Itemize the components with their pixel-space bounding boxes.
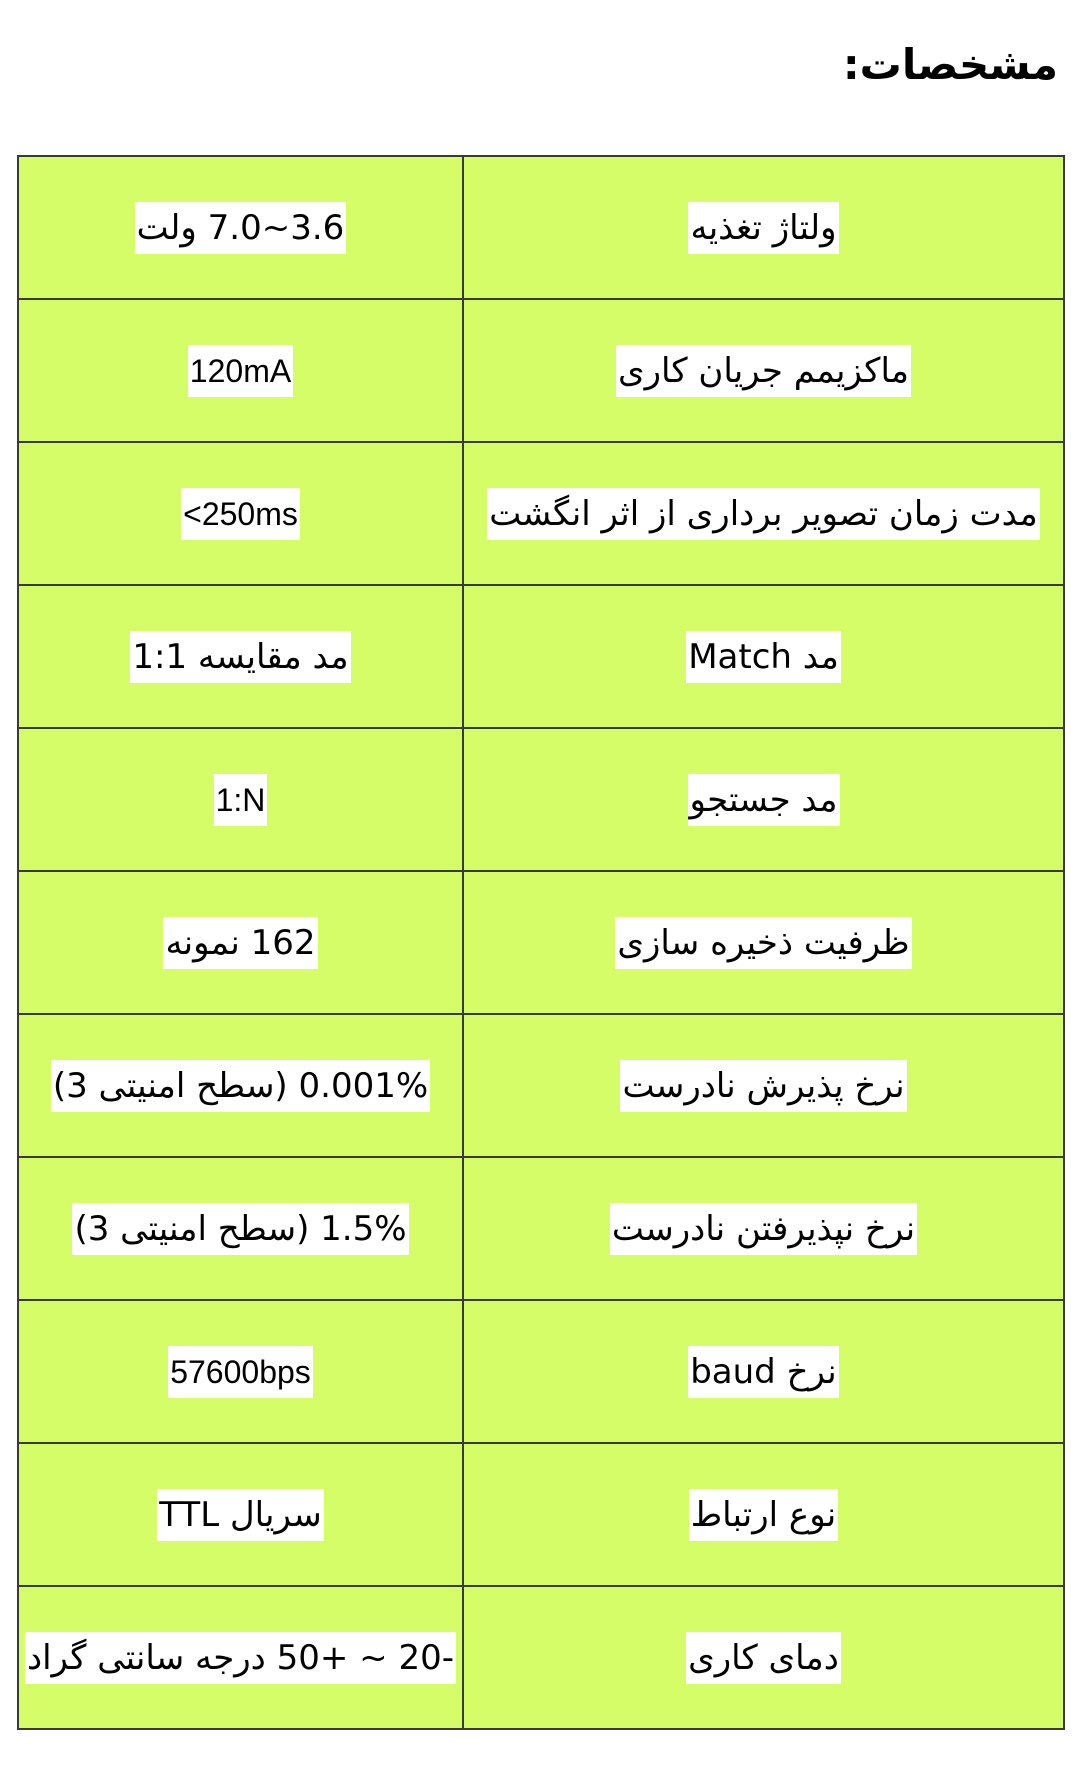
spec-value-cell [18,299,463,442]
table-row [18,1443,1064,1586]
spec-value: 57600bps [168,1346,313,1398]
table-row [18,442,1064,585]
spec-value: 3.6~7.0 ولت [135,202,347,254]
spec-label: مد Match [686,631,841,683]
table-row [18,1014,1064,1157]
spec-label: نرخ پذیرش نادرست [620,1060,906,1112]
spec-value: -20 ~ +50 درجه سانتی گراد [25,1632,456,1684]
table-row [18,156,1064,299]
spec-label-cell [463,1014,1064,1157]
spec-value: 1.5% (سطح امنیتی 3) [72,1203,408,1255]
spec-value: 1:N [214,774,268,826]
table-row [18,1300,1064,1443]
spec-label: مدت زمان تصویر برداری از اثر انگشت [487,488,1039,540]
spec-value-cell [18,1014,463,1157]
spec-value: 0.001% (سطح امنیتی 3) [51,1060,430,1112]
spec-label-cell [463,1157,1064,1300]
spec-value-cell [18,1157,463,1300]
table-row [18,299,1064,442]
spec-label: ظرفیت ذخیره سازی [615,917,911,969]
spec-label-cell [463,442,1064,585]
spec-label: نوع ارتباط [689,1489,839,1541]
spec-value-cell [18,156,463,299]
spec-label: نرخ baud [688,1346,839,1398]
spec-label-cell [463,871,1064,1014]
spec-label-cell [463,156,1064,299]
table-row [18,585,1064,728]
spec-label-cell [463,1443,1064,1586]
spec-label-cell [463,299,1064,442]
spec-value: <250ms [181,488,300,540]
spec-label-cell [463,1300,1064,1443]
spec-value-cell [18,728,463,871]
spec-label: نرخ نپذیرفتن نادرست [610,1203,917,1255]
spec-value-cell [18,1586,463,1729]
specifications-table [17,155,1065,1730]
spec-label: ولتاژ تغذیه [688,202,838,254]
spec-value: سریال TTL [157,1489,323,1541]
spec-value-cell [18,871,463,1014]
spec-label: مد جستجو [688,774,840,826]
spec-label-cell [463,1586,1064,1729]
spec-label: دمای کاری [686,1632,841,1684]
table-row [18,1157,1064,1300]
spec-value-cell [18,442,463,585]
table-row [18,871,1064,1014]
table-row [18,1586,1064,1729]
spec-value: 162 نمونه [163,917,317,969]
spec-value-cell [18,1443,463,1586]
spec-value: مد مقایسه 1:1 [130,631,350,683]
spec-value-cell [18,585,463,728]
spec-value-cell [18,1300,463,1443]
spec-value: 120mA [188,345,293,397]
page-heading: مشخصات: [842,40,1058,89]
spec-label: ماکزیمم جریان کاری [616,345,911,397]
spec-label-cell [463,585,1064,728]
spec-label-cell [463,728,1064,871]
table-row [18,728,1064,871]
